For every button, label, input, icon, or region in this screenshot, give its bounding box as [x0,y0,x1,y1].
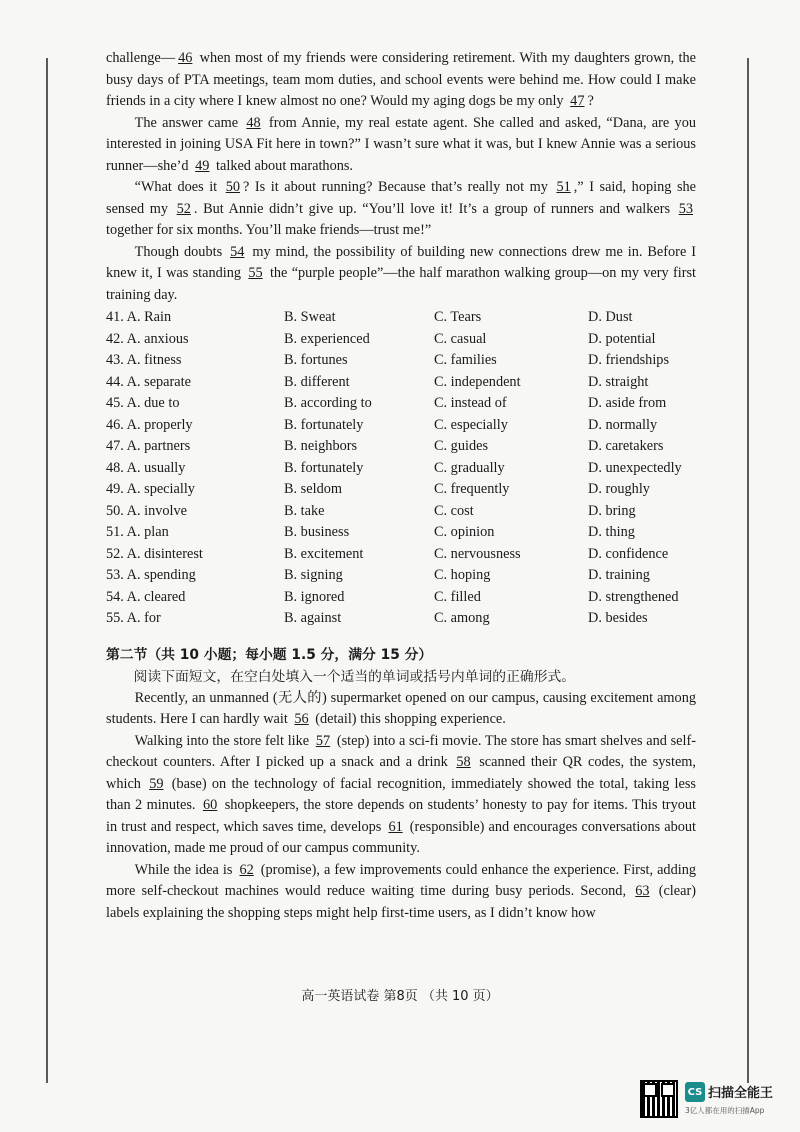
passage-text: ,” I said, hoping she sensed my [106,179,697,217]
option-c: C. especially [434,416,508,433]
passage-text: (promise), a few improvements could enhance the experience. First, adding more self-checkout machines would reduce waiting time during busy periods. Second, [106,861,696,899]
passage-text: (base) on the technology of facial recognition, immediately showed the total, taking less than 2 minutes. [106,775,696,813]
passage-text: The answer came [134,114,244,131]
option-number-a: 41. A. Rain [106,309,172,325]
option-c: C. guides [434,438,489,454]
option-row [106,479,696,501]
passage-text: together for six months. You’ll make friends—trust me!” [106,222,432,238]
option-b: B. seldom [284,481,342,497]
qr-code-icon [640,1080,678,1118]
option-number-a: 53. A. spending [106,567,196,583]
option-c: C. independent [434,373,521,390]
paragraph [106,177,696,242]
passage-text: shopkeepers, the store depends on students’ honesty to pay for items. This tryout in trust and respect, which saves time, develops [106,797,696,835]
option-number-a: 51. A. plan [106,524,169,540]
option-b: B. fortunately [284,459,364,476]
option-d: D. strengthened [588,588,679,605]
blank-49: 49 [195,157,210,174]
passage-text: Recently, an unmanned (无人的) supermarket opened on our campus, causing excitement among students. Here I can hardly wait [106,689,696,727]
blank-50: 50 [225,179,241,195]
option-d: D. training [588,567,650,583]
option-d: D. aside from [588,395,667,411]
section-title: 第二节（共 10 小题；每小题 1.5 分，满分 15 分） [106,646,433,663]
scanner-tagline: 3亿人都在用的扫描App [685,1106,765,1115]
option-number-a: 42. A. anxious [106,330,189,347]
option-number-a: 49. A. specially [106,481,195,497]
passage-text: the “purple people”—the half marathon walking group—on my very first training day. [106,265,696,303]
option-number-a: 48. A. usually [106,459,186,476]
passage-text: (step) into a sci-fi movie. The store has smart shelves and self-checkout counters. After I picked up a snack and a drink [106,732,696,770]
option-number-a: 45. A. due to [106,395,180,411]
option-b: B. different [284,373,350,390]
blank-53: 53 [678,200,693,217]
option-row [106,393,696,415]
option-number-a: 43. A. fitness [106,352,182,368]
option-b: B. signing [284,567,343,583]
passage-text: when most of my friends were considering retirement. With my daughters grown, the busy days of PTA meetings, team mom duties, and school events were behind me. How could I make friends in a city where I knew almost no one? Would my aging dogs be my only [106,50,696,109]
options-table [106,307,696,630]
option-c: C. opinion [434,524,495,540]
passage-text: Though doubts [134,243,228,260]
blank-47: 47 [570,93,585,109]
passage-text: ? Is it about running? Because that’s really not my [243,179,554,195]
blank-52: 52 [176,200,191,217]
option-c: C. cost [434,502,474,519]
option-b: B. take [284,502,325,519]
grammar-fill-passage [106,688,696,925]
option-c: C. gradually [434,459,505,476]
option-row [106,587,696,609]
blank-62: 62 [239,861,254,878]
option-number-a: 55. A. for [106,610,161,626]
option-number-a: 44. A. separate [106,373,191,390]
camscanner-logo-icon: CS [685,1082,705,1102]
option-d: D. bring [588,502,636,519]
option-c: C. families [434,352,497,368]
option-row [106,522,696,544]
blank-57: 57 [315,732,331,749]
option-d: D. straight [588,373,649,390]
option-row [106,608,696,630]
option-row [106,544,696,566]
passage-text: (detail) this shopping experience. [311,711,506,727]
option-b: B. against [284,610,342,626]
option-b: B. Sweat [284,309,336,325]
option-row [106,415,696,437]
option-d: D. thing [588,524,635,540]
paragraph [106,860,696,925]
option-c: C. nervousness [434,545,521,562]
option-c: C. casual [434,330,487,347]
blank-55: 55 [248,265,263,281]
blank-46: 46 [178,50,193,66]
passage-text: talked about marathons. [212,157,353,174]
blank-54: 54 [230,243,245,260]
option-row [106,372,696,394]
blank-51: 51 [556,179,571,195]
blank-58: 58 [456,754,471,770]
option-number-a: 46. A. properly [106,416,193,433]
paragraph [106,242,696,307]
passage-text: While the idea is [134,861,237,878]
passage-text: scanned their QR codes, the system, which [106,754,696,792]
passage-text: ? [587,93,594,109]
option-row [106,436,696,458]
paragraph [106,731,696,860]
paragraph [106,113,696,178]
cloze-passage [106,48,696,306]
option-row [106,350,696,372]
paragraph [106,688,696,731]
blank-60: 60 [202,797,218,813]
section-instruction: 阅读下面短文，在空白处填入一个适当的单词或括号内单词的正确形式。 [133,668,576,685]
option-b: B. neighbors [284,438,358,454]
option-b: B. experienced [284,330,370,347]
option-b: B. fortunes [284,352,348,368]
option-d: D. confidence [588,545,669,562]
paragraph [106,48,696,113]
option-d: D. potential [588,330,656,347]
option-d: D. besides [588,610,648,626]
option-row [106,565,696,587]
page-footer: 高一英语试卷 第8页 （共 10 页） [301,989,499,1004]
option-row [106,458,696,480]
option-b: B. according to [284,395,372,411]
blank-61: 61 [388,818,403,835]
passage-text: . But Annie didn’t give up. “You’ll love it! It’s a group of runners and walkers [193,200,676,217]
option-d: D. friendships [588,352,670,368]
passage-text: challenge— [106,50,176,66]
option-number-a: 54. A. cleared [106,588,186,605]
option-number-a: 52. A. disinterest [106,545,203,562]
option-row [106,501,696,523]
option-number-a: 47. A. partners [106,438,191,454]
passage-text: “What does it [134,179,223,195]
scanner-app-name: 扫描全能王 [708,1086,774,1101]
option-c: C. hoping [434,567,491,583]
option-c: C. frequently [434,481,510,497]
scanner-watermark [640,1080,790,1120]
passage-text: my mind, the possibility of building new connections drew me in. Before I knew it, I was standing [106,243,696,281]
blank-48: 48 [246,114,261,131]
option-c: C. among [434,610,490,626]
option-c: C. instead of [434,395,507,411]
option-d: D. unexpectedly [588,459,682,476]
option-d: D. caretakers [588,438,664,454]
passage-text: from Annie, my real estate agent. She called and asked, “Dana, are you interested in joining USA Fit here in town?” I wasn’t sure what it was, but I knew Annie was a serious runner—she’d [106,114,696,174]
blank-59: 59 [149,775,164,792]
option-b: B. business [284,524,350,540]
exam-page-body [106,48,696,924]
left-margin-line [46,58,48,1083]
option-row [106,329,696,351]
option-b: B. ignored [284,588,345,605]
option-d: D. Dust [588,309,633,325]
passage-text: (clear) labels explaining the shopping steps might help first-time users, as I didn’t know how [106,883,696,921]
blank-63: 63 [635,883,650,899]
option-d: D. roughly [588,481,650,497]
passage-text: Walking into the store felt like [134,732,313,749]
right-margin-line [747,58,749,1083]
option-b: B. excitement [284,545,364,562]
option-row [106,307,696,329]
passage-text: (responsible) and encourages conversations about innovation, made me proud of our campus community. [106,818,696,856]
blank-56: 56 [294,711,309,727]
option-c: C. filled [434,588,481,605]
option-number-a: 50. A. involve [106,502,188,519]
option-b: B. fortunately [284,416,364,433]
option-c: C. Tears [434,309,482,325]
option-d: D. normally [588,416,658,433]
